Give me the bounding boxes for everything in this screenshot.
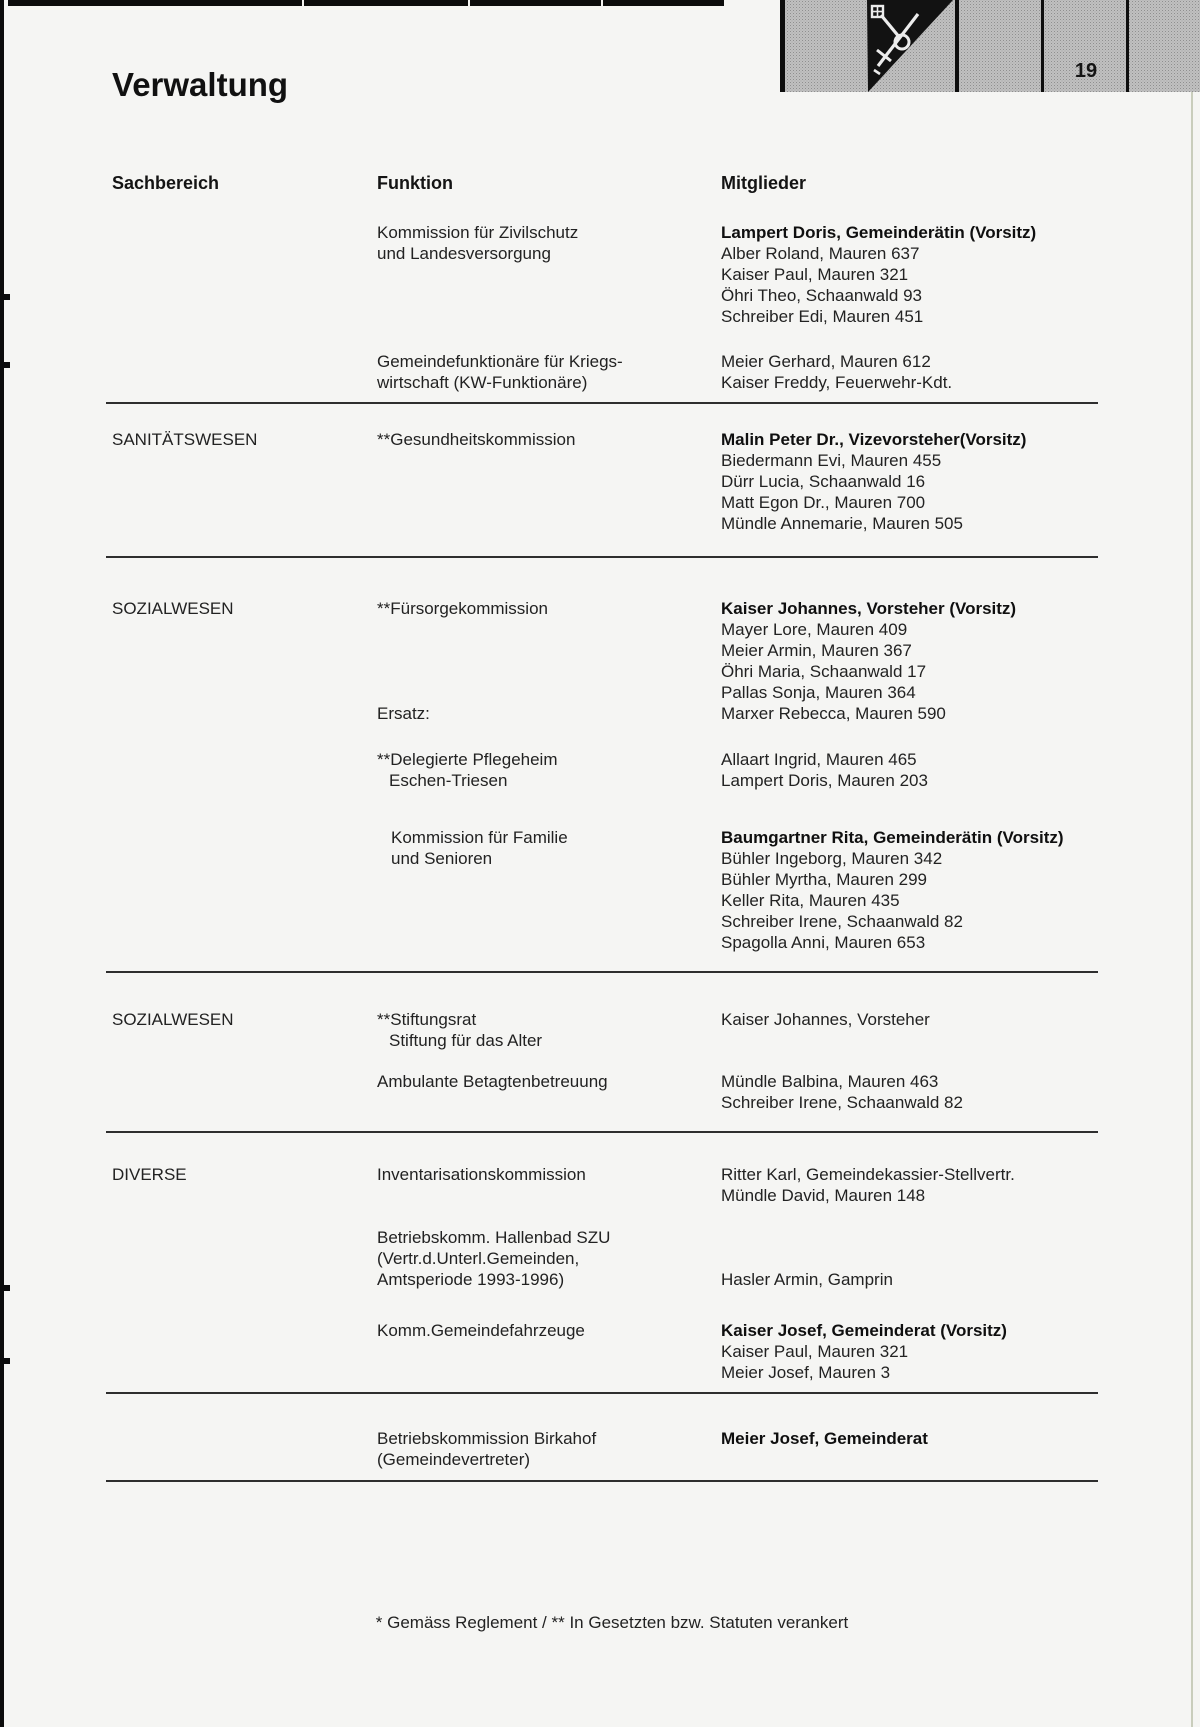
member-line: Kaiser Paul, Mauren 321 xyxy=(721,1342,909,1361)
funktion-line: und Senioren xyxy=(391,849,493,868)
funktion-line: Gemeindefunktionäre für Kriegs- xyxy=(377,352,623,371)
member-line: Schreiber Edi, Mauren 451 xyxy=(721,307,924,326)
page-title: Verwaltung xyxy=(112,66,289,103)
funktion-line: Kommission für Zivilschutz xyxy=(377,223,579,242)
member-line: Meier Josef, Mauren 3 xyxy=(721,1363,891,1382)
divider-rule xyxy=(106,402,1098,404)
member-line: Pallas Sonja, Mauren 364 xyxy=(721,683,916,702)
footnote: * Gemäss Reglement / ** In Gesetzten bzw. Statuten verankert xyxy=(375,1613,849,1632)
key-and-sword-icon xyxy=(865,0,955,92)
member-line: Meier Armin, Mauren 367 xyxy=(721,641,912,660)
scan-edge-left xyxy=(0,0,4,1727)
member-line: Meier Josef, Gemeinderat xyxy=(721,1429,928,1448)
section-label: DIVERSE xyxy=(112,1165,187,1184)
divider-rule xyxy=(106,971,1098,973)
scan-nick xyxy=(468,0,470,6)
scan-mark xyxy=(3,362,10,368)
member-line: Mündle Balbina, Mauren 463 xyxy=(721,1072,939,1091)
section-label: SANITÄTSWESEN xyxy=(112,430,258,449)
member-line: Kaiser Josef, Gemeinderat (Vorsitz) xyxy=(721,1321,1007,1340)
funktion-line: und Landesversorgung xyxy=(377,244,551,263)
funktion-line: **Stiftungsrat xyxy=(377,1010,477,1029)
member-line: Keller Rita, Mauren 435 xyxy=(721,891,900,910)
funktion-line: wirtschaft (KW-Funktionäre) xyxy=(377,373,588,392)
member-line: Lampert Doris, Gemeinderätin (Vorsitz) xyxy=(721,223,1037,242)
member-line: Mayer Lore, Mauren 409 xyxy=(721,620,908,639)
scan-mark xyxy=(3,294,10,300)
member-line: Lampert Doris, Mauren 203 xyxy=(721,771,928,790)
column-header-sachbereich: Sachbereich xyxy=(112,173,220,193)
member-line: Spagolla Anni, Mauren 653 xyxy=(721,933,926,952)
column-header-mitglieder: Mitglieder xyxy=(721,173,807,193)
header-tab-band xyxy=(780,0,1200,92)
scan-edge-top xyxy=(8,0,724,6)
divider-rule xyxy=(106,1131,1098,1133)
divider-rule xyxy=(106,1392,1098,1394)
member-line: Bühler Myrtha, Mauren 299 xyxy=(721,870,927,889)
member-line: Öhri Theo, Schaanwald 93 xyxy=(721,286,922,305)
scan-nick xyxy=(302,0,304,6)
member-line: Kaiser Johannes, Vorsteher xyxy=(721,1010,930,1029)
scan-nick xyxy=(601,0,603,6)
band-divider xyxy=(1126,0,1129,92)
member-line: Marxer Rebecca, Mauren 590 xyxy=(721,704,946,723)
member-line: Öhri Maria, Schaanwald 17 xyxy=(721,662,927,681)
member-line: Baumgartner Rita, Gemeinderätin (Vorsitz) xyxy=(721,828,1064,847)
funktion-line: (Vertr.d.Unterl.Gemeinden, xyxy=(377,1249,580,1268)
band-divider xyxy=(780,0,785,92)
member-line: Bühler Ingeborg, Mauren 342 xyxy=(721,849,943,868)
member-line: Kaiser Freddy, Feuerwehr-Kdt. xyxy=(721,373,953,392)
member-line: Biedermann Evi, Mauren 455 xyxy=(721,451,942,470)
member-line: Malin Peter Dr., Vizevorsteher(Vorsitz) xyxy=(721,430,1027,449)
member-line: Dürr Lucia, Schaanwald 16 xyxy=(721,472,926,491)
funktion-line: Eschen-Triesen xyxy=(389,771,508,790)
section-label: SOZIALWESEN xyxy=(112,599,234,618)
band-divider xyxy=(1041,0,1044,92)
page-number: 19 xyxy=(1074,60,1098,82)
divider-rule xyxy=(106,1480,1098,1482)
column-header-funktion: Funktion xyxy=(377,173,453,193)
funktion-line: Inventarisationskommission xyxy=(377,1165,586,1184)
funktion-line: Amtsperiode 1993-1996) xyxy=(377,1270,565,1289)
scan-mark xyxy=(3,1358,10,1364)
band-divider xyxy=(955,0,959,92)
funktion-line: Ersatz: xyxy=(377,704,430,723)
member-line: Ritter Karl, Gemeindekassier-Stellvertr. xyxy=(721,1165,1015,1184)
scan-edge-right xyxy=(1191,0,1193,1727)
section-label: SOZIALWESEN xyxy=(112,1010,234,1029)
funktion-line: Betriebskomm. Hallenbad SZU xyxy=(377,1228,611,1247)
member-line: Hasler Armin, Gamprin xyxy=(721,1270,893,1289)
funktion-line: Stiftung für das Alter xyxy=(389,1031,543,1050)
scan-mark xyxy=(3,1285,10,1291)
member-line: Mündle Annemarie, Mauren 505 xyxy=(721,514,963,533)
member-line: Kaiser Paul, Mauren 321 xyxy=(721,265,909,284)
member-line: Meier Gerhard, Mauren 612 xyxy=(721,352,931,371)
funktion-line: Ambulante Betagtenbetreuung xyxy=(377,1072,608,1091)
funktion-line: **Gesundheitskommission xyxy=(377,430,576,449)
funktion-line: **Fürsorgekommission xyxy=(377,599,548,618)
member-line: Schreiber Irene, Schaanwald 82 xyxy=(721,912,963,931)
member-line: Matt Egon Dr., Mauren 700 xyxy=(721,493,926,512)
divider-rule xyxy=(106,556,1098,558)
member-line: Kaiser Johannes, Vorsteher (Vorsitz) xyxy=(721,599,1017,618)
funktion-line: (Gemeindevertreter) xyxy=(377,1450,531,1469)
member-line: Alber Roland, Mauren 637 xyxy=(721,244,920,263)
funktion-line: **Delegierte Pflegeheim xyxy=(377,750,558,769)
funktion-line: Kommission für Familie xyxy=(391,828,568,847)
funktion-line: Komm.Gemeindefahrzeuge xyxy=(377,1321,585,1340)
member-line: Mündle David, Mauren 148 xyxy=(721,1186,926,1205)
member-line: Allaart Ingrid, Mauren 465 xyxy=(721,750,917,769)
funktion-line: Betriebskommission Birkahof xyxy=(377,1429,597,1448)
member-line: Schreiber Irene, Schaanwald 82 xyxy=(721,1093,963,1112)
